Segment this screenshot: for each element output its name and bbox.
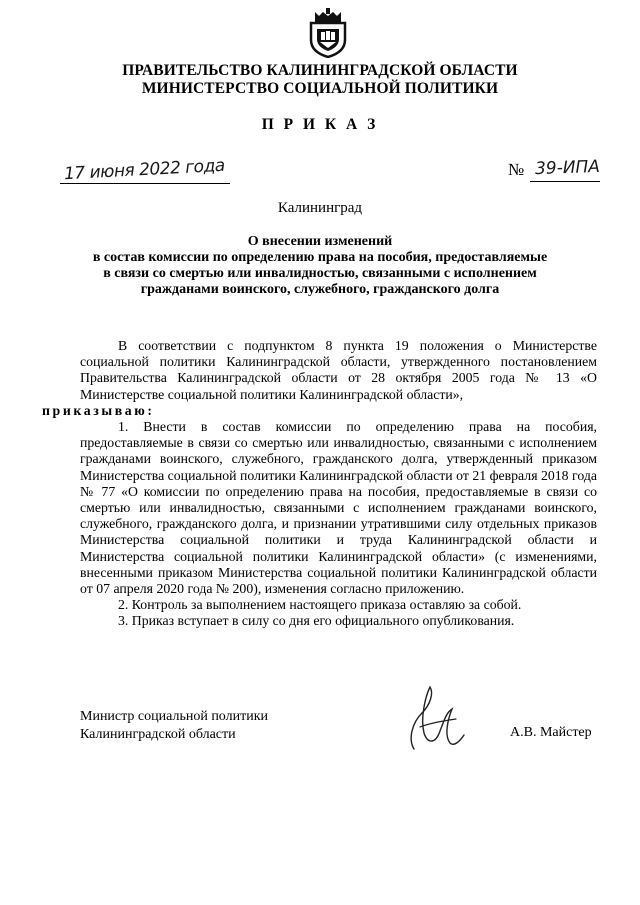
signatory-title (80, 708, 268, 744)
ministry-header-line-2: МИНИСТЕРСТВО СОЦИАЛЬНОЙ ПОЛИТИКИ (141, 80, 499, 97)
handwritten-date: 17 июня 2022 года (63, 155, 226, 185)
number-sign: № (508, 160, 525, 179)
coat-of-arms-icon (305, 8, 351, 58)
order-body (42, 338, 597, 630)
subject-line-3: в связи со смертью или инвалидностью, связанными с исполнением (103, 266, 537, 281)
subject-line-4: гражданами воинского, служебного, гражданского долга (140, 282, 500, 297)
document-title: П Р И К А З (261, 116, 379, 133)
date-underline (60, 183, 230, 184)
item-2-paragraph: 2. Контроль за выполнением настоящего приказа оставляю за собой. (118, 597, 522, 613)
handwritten-signature (400, 683, 468, 755)
handwritten-number: 39-ИПА (534, 156, 601, 180)
item-1-paragraph: 1. Внести в состав комиссии по определению права на пособия, предоставляемые в связи со смертью или инвалидностью, связанными с исполнением гражданами воинского, служебного, гражданского долга, утвержденный приказом Министерства социальной политики Калининградской области от 21 февраля 2018 года № 77 «О комиссии по определению права на пособия, предоставляемые в связи со смертью или инвалидностью, связанными с исполнением гражданами воинского, служебного, гражданского долга, и признании утратившими силу отдельных приказов Министерства социальной политики и труда Калининградской области и Министерства социальной политики Калининградской области» (с изменениями, внесенными приказом Министерства социальной политики Калининградской области от 07 апреля 2020 года № 200), изменения согласно приложению. (80, 419, 597, 597)
order-word: приказываю: (42, 402, 155, 418)
subject-line-2: в состав комиссии по определению права на пособия, предоставляемые (92, 250, 548, 265)
subject-line-1: О внесении изменений (247, 234, 393, 249)
number-underline (530, 181, 600, 182)
signatory-title-line-2: Калининградской области (80, 727, 236, 742)
signatory-name: А.В. Майстер (510, 725, 592, 740)
intro-paragraph (42, 338, 597, 419)
intro-text: В соответствии с подпунктом 8 пункта 19 положения о Министерстве социальной политики Калининградской области, утвержденного постановлением Правительства Калининградской области от 28 октября 2005 года № 13 «О Министерстве социальной политики Калининградской области», (80, 338, 597, 402)
ministry-header-line-1: ПРАВИТЕЛЬСТВО КАЛИНИНГРАДСКОЙ ОБЛАСТИ (122, 62, 518, 79)
city-name: Калининград (277, 200, 363, 216)
order-subject (60, 234, 580, 298)
signatory-title-line-1: Министр социальной политики (80, 709, 269, 724)
item-3-paragraph: 3. Приказ вступает в силу со дня его официального опубликования. (118, 613, 515, 629)
